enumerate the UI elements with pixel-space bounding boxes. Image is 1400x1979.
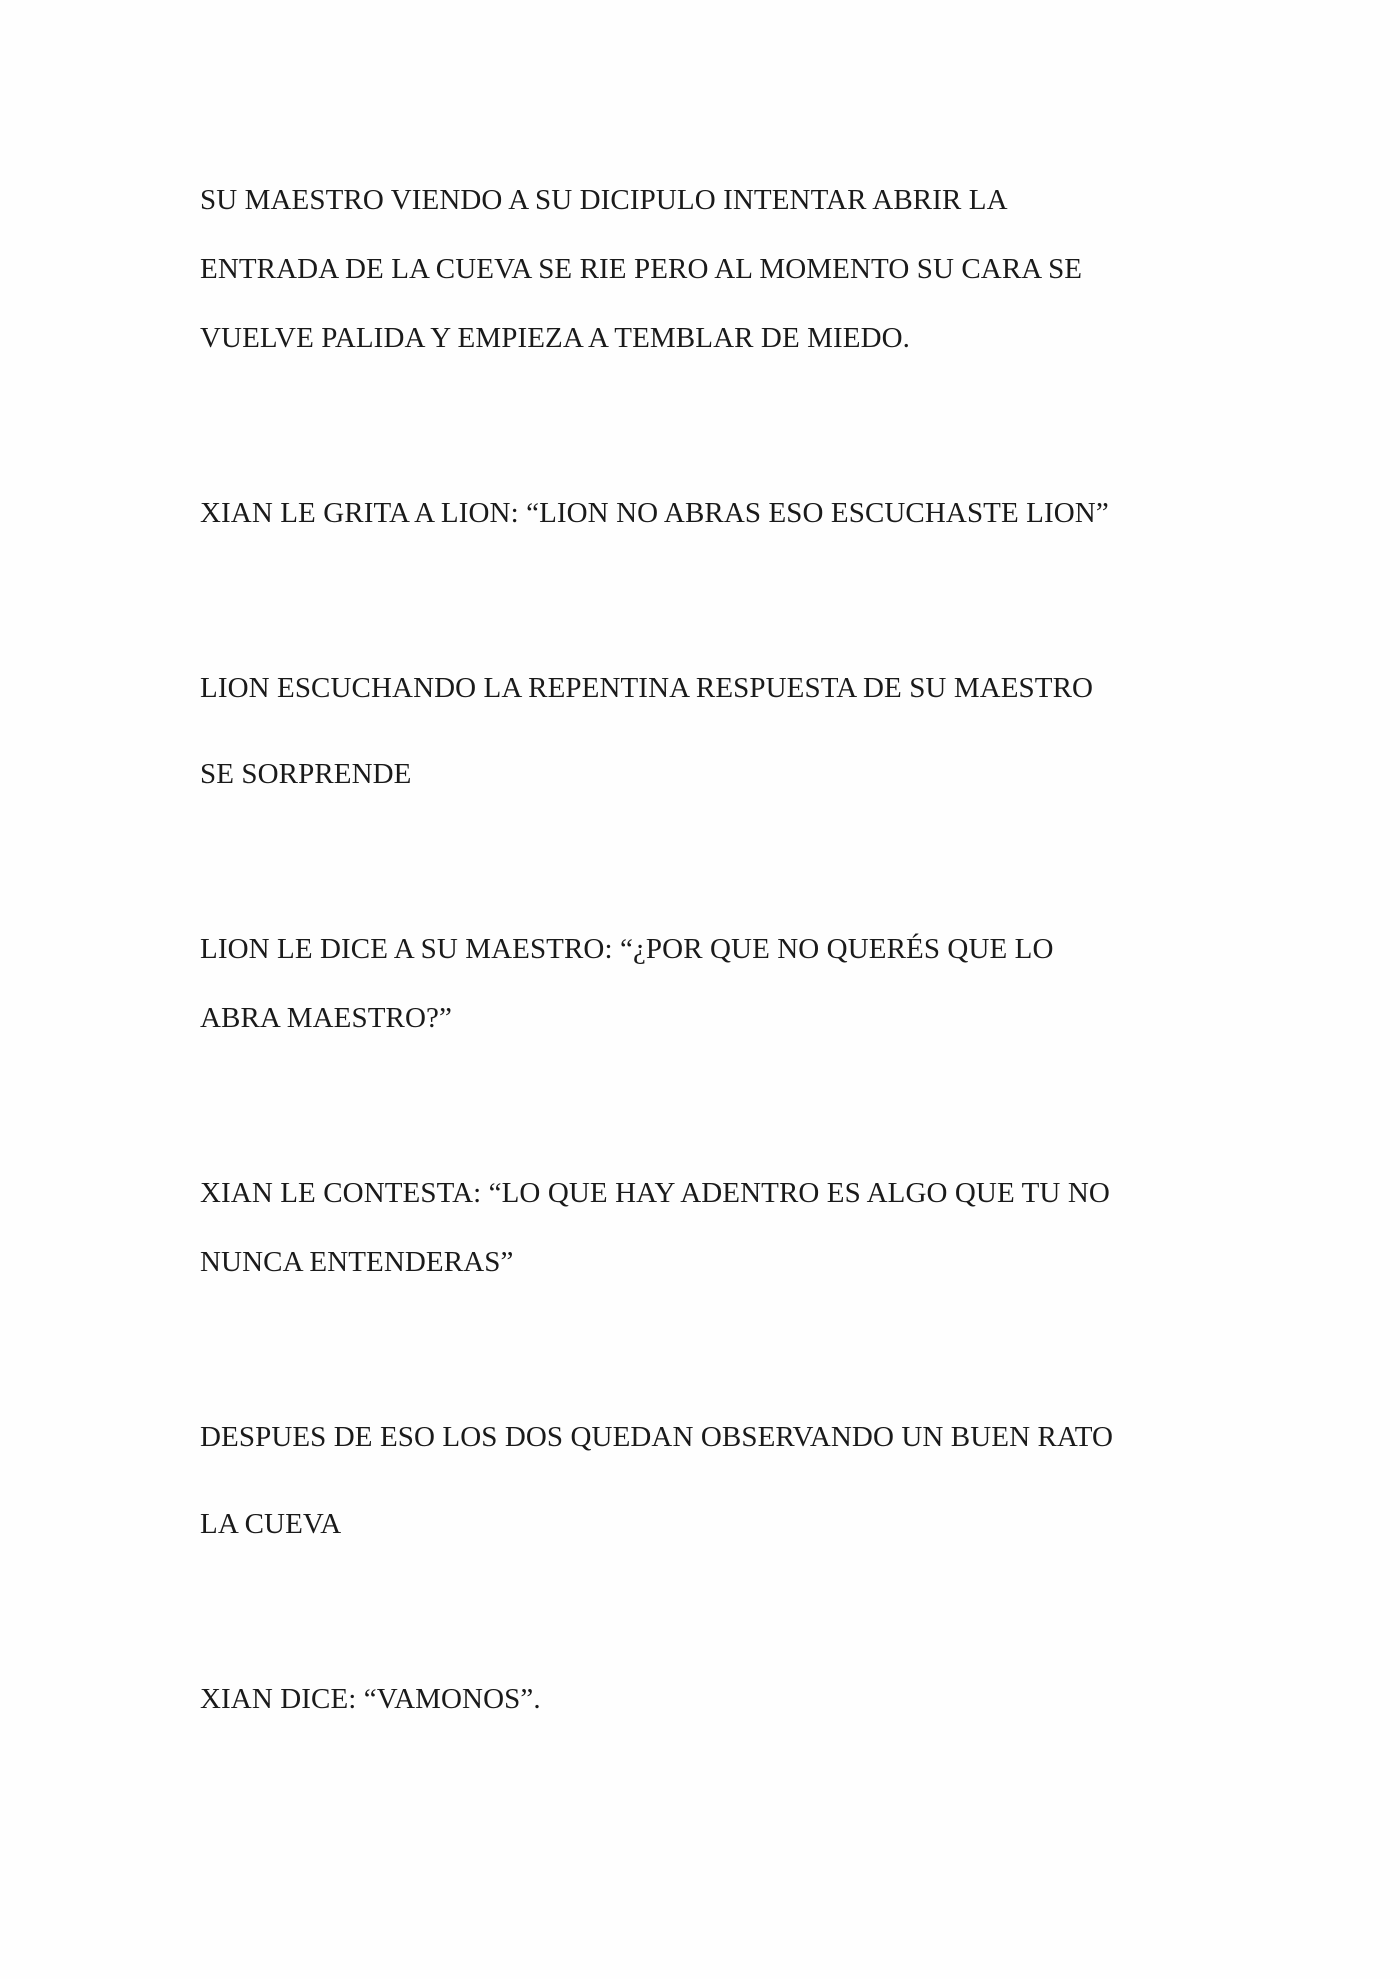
paragraph-5-line-2: NUNCA ENTENDERAS” [200,1246,514,1278]
paragraph-1-line-2: ENTRADA DE LA CUEVA SE RIE PERO AL MOMENTO SU CARA SE [200,253,1083,285]
paragraph-4-line-1: LION LE DICE A SU MAESTRO: “¿POR QUE NO QUERÉS QUE LO [200,933,1054,965]
paragraph-6-line-2: LA CUEVA [200,1508,342,1540]
paragraph-1-line-3: VUELVE PALIDA Y EMPIEZA A TEMBLAR DE MIEDO. [200,322,910,354]
paragraph-4-line-2: ABRA MAESTRO?” [200,1002,452,1034]
paragraph-2-line-1: XIAN LE GRITA A LION: “LION NO ABRAS ESO ESCUCHASTE LION” [200,497,1109,529]
paragraph-3-line-2: SE SORPRENDE [200,758,412,790]
paragraph-5-line-1: XIAN LE CONTESTA: “LO QUE HAY ADENTRO ES ALGO QUE TU NO [200,1177,1110,1209]
paragraph-7-line-1: XIAN DICE: “VAMONOS”. [200,1683,541,1715]
paragraph-3-line-1: LION ESCUCHANDO LA REPENTINA RESPUESTA DE SU MAESTRO [200,672,1094,704]
paragraph-6-line-1: DESPUES DE ESO LOS DOS QUEDAN OBSERVANDO UN BUEN RATO [200,1421,1114,1453]
paragraph-1-line-1: SU MAESTRO VIENDO A SU DICIPULO INTENTAR ABRIR LA [200,184,1008,216]
